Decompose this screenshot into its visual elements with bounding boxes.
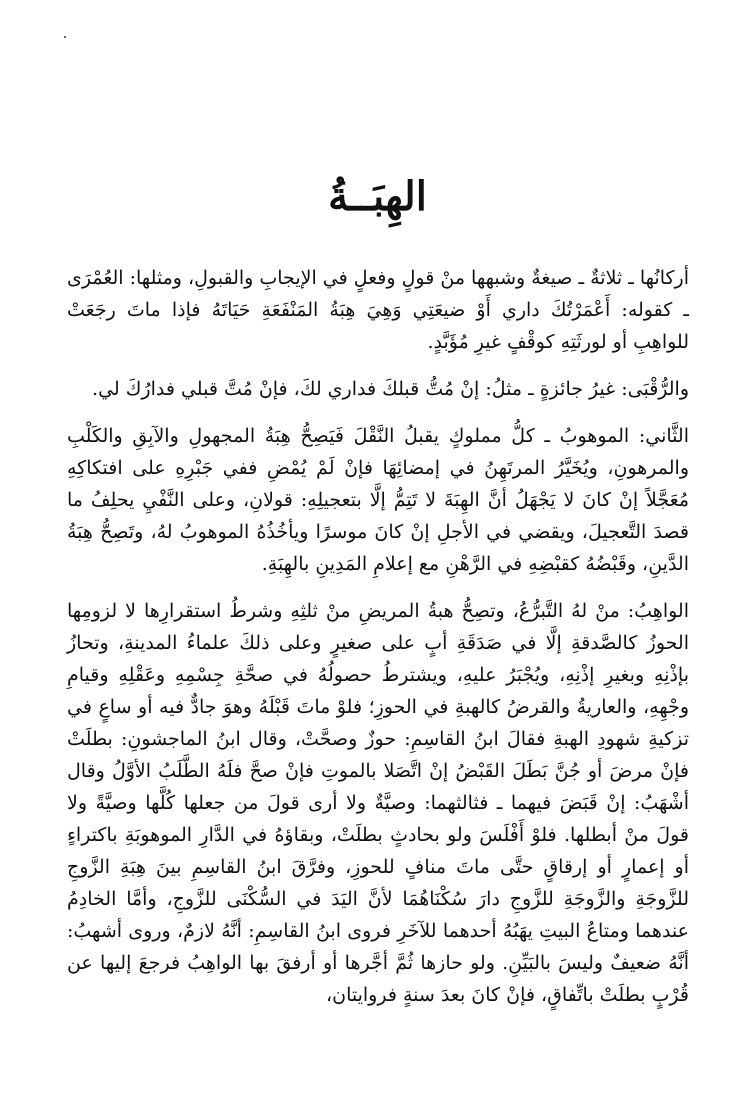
paragraph-mawhub: الثَّاني: الموهوبُ ـ كلُّ مملوكٍ يقبلُ النَّقْلَ فَيَصِحُّ هِبَةُ المجهولِ والآبِقِ والكَلْبِ والمرهونِ، ويُخَيَّرُ المرتَهِنُ في إمضائِهَا فإنْ لَمْ يُمْضِ ففي جَبْرِهِ على افتكاكِهِ مُعَجَّلاً إنْ كانَ لا يَجْهَلُ أنَّ الهِبَةَ لا تَتِمُّ إلَّا بتعجيلِهِ: قولانِ، وعلى النَّفْيِ يحلِفُ ما قصدَ التَّعجيلَ، ويقضي في الأجلِ إنْ كانَ موسرًا ويأخُذُهُ الموهوبُ لهُ، وتَصِحُّ هِبَةُ الدَّينِ، وقَبْضُهُ كقبْضِهِ في الرَّهْنِ مع إعلامِ المَدِينِ بالهِبَةِ. bbox=[67, 425, 689, 575]
paragraph-wahib: الواهِبُ: منْ لهُ التَّبرُّعُ، وتصِحُّ هبةُ المريضِ منْ ثلثِهِ وشرطُ استقرارِها لا لزومِها الحوزُ كالصَّدقةِ إلَّا في صَدَقَةِ أبٍ على صغيرٍ وعلى ذلكَ علماءُ المدينةِ، وتحازُ بإذْنِهِ وبغيرِ إذْنِهِ، ويُجْبَرُ عليهِ، ويشترطُ حصولُهُ في صحَّةِ جِسْمِهِ وعَقْلِهِ وقيامِ وجْهِهِ، والعاريةُ والقرضُ كالهبةِ في الحوزِ؛ فلوْ ماتَ قَبْلَهُ وهوَ جادٌّ فيه أو ساعٍ في تزكيةِ شهودِ الهبةِ فقالَ ابنُ القاسِمِ: حوزٌ وصحَّتْ، وقال ابنُ الماجشونِ: بطلَتْ فإنْ مرضَ أو جُنَّ بَطَلَ القَبْضُ إنْ اتَّصَلا بالموتِ فإنْ صحَّ فلَهُ الطَّلَبُ الأوَّلُ وقال أشْهَبُ: إنْ قَبَضَ فيهما ـ فثالثهما: وصيَّةٌ ولا أرى قولَ من جعلها كُلَّها وصيَّةً ولا قولَ منْ أبطلها. فلوْ أَفْلَسَ ولو بحادثٍ بطلَتْ، وبقاؤهُ في الدَّارِ الموهوبَةِ باكتراءٍ أو إعمارٍ أو إرقاقٍ حتَّى ماتَ منافٍ للحوزِ، وفرَّقَ ابنُ القاسِمِ بينَ هِبَةِ الزَّوجِ للزَّوجَةِ والزَّوجَةِ للزَّوجِ دارَ سُكْنَاهُمَا لأنَّ اليَدَ في السُّكْنَى للزَّوجِ، وأمَّا الخادِمُ عندهما ومتاعُ البيتِ يهَبُهُ أحدهما للآخَرِ فروى ابنُ القاسِمِ: أنَّهُ لازمٌ، وروى أشهبُ: أنَّهُ ضعيفٌ وليسَ بالبَيِّنِ. ولو حازها ثُمَّ أجَّرها أو أرفقَ بها الواهِبُ فرجعَ إليها عن قُرْبٍ بطلَتْ باتِّفاقٍ، فإنْ كانَ بعدَ سنةٍ فروايتان، bbox=[67, 600, 689, 1006]
chapter-body bbox=[67, 262, 689, 1026]
chapter-title: الهِبَــةُ bbox=[328, 172, 427, 220]
paragraph-ruqba: والرُّقْبَى: غيرُ جائزةٍ ـ مثلُ: إنْ مُتُّ قبلكَ فداري لكَ، فإنْ مُتَّ قبلي فدارُكَ لي. bbox=[92, 378, 689, 400]
paragraph-arkan: أركانُها ـ ثلاثةٌ ـ صيغةٌ وشبهها منْ قولٍ وفعلٍ في الإيجابِ والقبولِ، ومثلها: العُمْرَى ـ كقوله: أَعْمَرْتُكَ داري أَوْ ضيعَتِي وَهِيَ هِبَةُ المَنْفَعَةِ حَيَاتَهُ فإذا ماتَ رجَعَتْ للواهِبِ أو لورثَتِهِ كوقْفٍ غيرِ مُؤَبَّدٍ. bbox=[67, 267, 689, 353]
page-speck bbox=[64, 36, 66, 38]
